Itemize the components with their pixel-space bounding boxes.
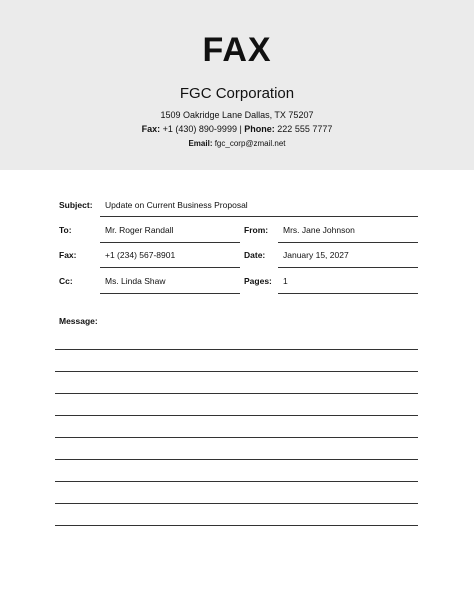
subject-label: Subject: — [59, 200, 93, 210]
fax-number-label: Fax: — [141, 124, 161, 134]
message-line — [55, 437, 418, 438]
cc-underline — [100, 293, 240, 294]
document-title: FAX — [202, 31, 272, 69]
cc-value: Ms. Linda Shaw — [105, 276, 166, 286]
from-value: Mrs. Jane Johnson — [283, 225, 355, 235]
message-line — [55, 503, 418, 504]
pages-value: 1 — [283, 276, 288, 286]
contact-numbers — [0, 123, 474, 136]
to-label: To: — [59, 225, 72, 235]
pages-label: Pages: — [244, 276, 272, 286]
to-value: Mr. Roger Randall — [105, 225, 174, 235]
message-line — [55, 459, 418, 460]
message-line — [55, 415, 418, 416]
fax-number-value: +1 (430) 890-9999 — [160, 124, 240, 134]
contact-email — [0, 138, 474, 150]
phone-number-value: 222 555 7777 — [274, 124, 333, 134]
contact-separator: | — [239, 124, 242, 134]
date-value: January 15, 2027 — [283, 250, 349, 260]
phone-number-label: Phone: — [241, 124, 275, 134]
message-line — [55, 525, 418, 526]
message-line — [55, 481, 418, 482]
company-address: 1509 Oakridge Lane Dallas, TX 75207 — [160, 110, 314, 120]
fax-value: +1 (234) 567-8901 — [105, 250, 176, 260]
message-line — [55, 371, 418, 372]
from-underline — [278, 242, 418, 243]
to-underline — [100, 242, 240, 243]
email-label: Email: — [188, 139, 213, 148]
message-label: Message: — [59, 316, 98, 326]
fax-label: Fax: — [59, 250, 77, 260]
pages-underline — [278, 293, 418, 294]
letterhead — [0, 0, 474, 170]
from-label: From: — [244, 225, 269, 235]
subject-underline — [100, 216, 418, 217]
cc-label: Cc: — [59, 276, 73, 286]
date-label: Date: — [244, 250, 266, 260]
message-line — [55, 393, 418, 394]
subject-value: Update on Current Business Proposal — [105, 200, 248, 210]
message-line — [55, 349, 418, 350]
fax-underline — [100, 267, 240, 268]
email-value: fgc_corp@zmail.net — [212, 139, 286, 148]
date-underline — [278, 267, 418, 268]
company-name: FGC Corporation — [179, 85, 295, 102]
